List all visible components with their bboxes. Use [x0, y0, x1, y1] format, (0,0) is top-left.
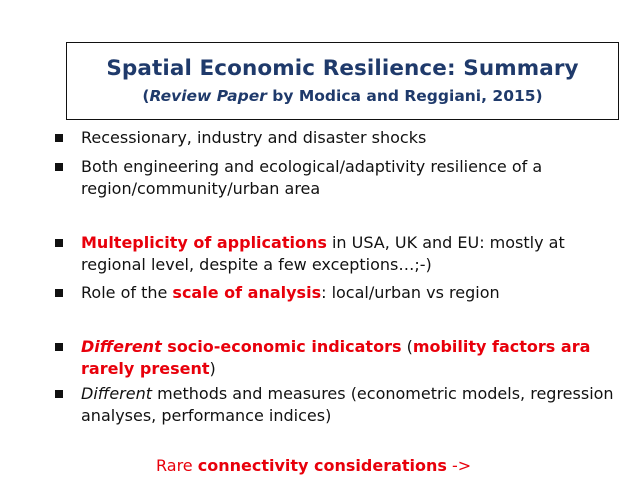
- bullet-text: [81, 383, 620, 427]
- bullet-item: [55, 282, 620, 304]
- bullet-text: Both engineering and ecological/adaptivity resilience of a region/community/urban area: [81, 157, 543, 198]
- highlight-text: socio-economic indicators: [161, 337, 402, 356]
- highlight-text: Multeplicity of applications: [81, 233, 327, 252]
- bullet-item: [55, 232, 620, 276]
- subtitle-italic: Review Paper: [149, 87, 267, 105]
- close-paren: ): [209, 359, 216, 378]
- square-bullet-icon: [55, 134, 63, 142]
- square-bullet-icon: [55, 343, 63, 351]
- square-bullet-icon: [55, 289, 63, 297]
- bullet-item: [55, 336, 620, 380]
- bullet-item: [55, 383, 620, 427]
- highlight-text: scale of analysis: [172, 283, 322, 302]
- square-bullet-icon: [55, 163, 63, 171]
- footer-note: [156, 455, 471, 477]
- subtitle-rest: by Modica and Reggiani, 2015): [266, 87, 543, 105]
- bullet-item: [55, 156, 620, 200]
- open-paren: (: [401, 337, 413, 356]
- bullet-item: [55, 127, 620, 149]
- italic-text: Different: [81, 384, 152, 403]
- bullet-text: [81, 336, 620, 380]
- slide-title: Spatial Economic Resilience: Summary: [106, 56, 579, 81]
- footer-prefix: Rare: [156, 456, 198, 475]
- bullet-text: Recessionary, industry and disaster shocks: [81, 128, 427, 147]
- footer-bold: connectivity considerations: [197, 456, 447, 475]
- rest-text: : local/urban vs region: [321, 283, 500, 302]
- highlight-italic-text: Different: [81, 337, 162, 356]
- slide-subtitle: [67, 85, 618, 107]
- square-bullet-icon: [55, 390, 63, 398]
- rest-text: in USA, UK and EU: mostly at regional level, despite a few exceptions…;-): [81, 233, 565, 274]
- title-box: [66, 42, 619, 120]
- square-bullet-icon: [55, 239, 63, 247]
- subtitle-open-paren: (: [142, 87, 150, 105]
- footer-suffix: ->: [446, 456, 472, 475]
- before-text: Role of the: [81, 283, 173, 302]
- rest-text: methods and measures (econometric models, regression analyses, performance indices): [81, 384, 614, 425]
- bullet-text: [81, 282, 620, 304]
- highlight-text-2: mobility factors ara rarely present: [81, 337, 591, 378]
- bullet-text: [81, 232, 620, 276]
